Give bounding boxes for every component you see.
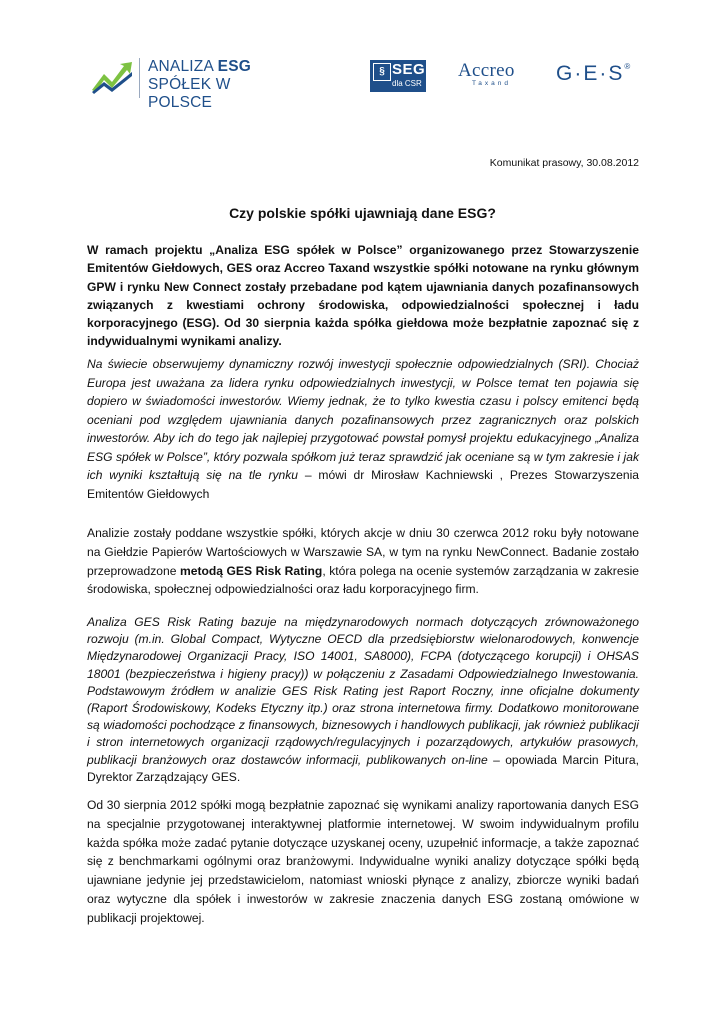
ges-logo	[556, 62, 632, 86]
method-text-before: Analizie zostały poddane wszystkie spółki, których akcje w dniu 30 czerwca 2012 roku były notowane na Giełdzie Papierów Wartościowych w Warszawie SA, w tym na rynku NewConnect. Badanie zostało przeprowadzone	[87, 526, 639, 578]
logo-line1-b: ESG	[217, 58, 251, 75]
method-text-bold: metodą GES Risk Rating	[179, 563, 323, 578]
quote-attribution: – mówi dr Mirosław Kachniewski , Prezes Stowarzyszenia Emitentów Giełdowych	[87, 468, 640, 501]
seg-mark-icon: §	[373, 63, 391, 81]
analiza-esg-logo	[90, 56, 280, 111]
header-logos	[0, 52, 725, 111]
quote-text: Na świecie obserwujemy dynamiczny rozwój inwestycji społecznie odpowiedzialnych (SRI). Chociaż Europa jest uważana za lidera rynku odpowiedzialnych inwestycji, w Polsce temat ten pojawia się dopiero w świadomości inwestorów. Wiemy jednak, że to tylko kwestia czasu i polscy emitenci będą oceniani pod względem ujawniania danych pozafinansowych przez zagranicznych oraz polskich inwestorów. Aby ich do tego jak najlepiej przygotować powstał pomysł projektu edukacyjnego „Analiza ESG spółek w Polsce”, który pozwala spółkom już teraz sprawdzić jak oceniane są w tym zakresie i jak ich wyniki kształtują się na tle rynku	[87, 357, 639, 482]
chart-arrow-icon	[90, 60, 134, 94]
logo-line2: SPÓŁEK W POLSCE	[148, 76, 231, 111]
platform-paragraph: Od 30 sierpnia 2012 spółki mogą bezpłatnie zapoznać się wynikami analizy raportowania danych ESG na specjalnie przygotowanej interaktywnej platformie internetowej. W swoim indywidualnym profilu każda spółka może zadać pytanie dotyczące uzyskanej oceny, uzupełnić informacje, a także zapoznać się z benchmarkami ogólnymi oraz branżowymi. Indywidualne wyniki analizy dotyczące spółki będą ujawniane jedynie jej przedstawicielom, natomiast wnioski płynące z analizy, zbiorcze wyniki badań oraz wytyczne dla spółek i inwestorów w zakresie znaczenia danych ESG zostaną omówione w publikacji projektowej.	[87, 798, 639, 925]
seg-logo	[370, 60, 426, 92]
ges-mark: ®	[624, 62, 633, 71]
risk-rating-attribution: – opowiada Marcin Pitura, Dyrektor Zarządzający GES.	[87, 752, 639, 784]
quote-paragraph	[87, 355, 639, 503]
page-title: Czy polskie spółki ujawniają dane ESG?	[229, 205, 496, 221]
ges-text: G·E·S	[556, 62, 625, 85]
accreo-sub: Taxand	[472, 80, 511, 87]
accreo-logo	[458, 60, 515, 87]
method-text-after: , która polega na ocenie systemów zarządzania w zakresie środowiska, społecznej odpowiedzialności oraz ładu korporacyjnego firm.	[87, 563, 640, 597]
method-paragraph	[87, 524, 639, 599]
seg-bottom-text: dla CSR	[392, 79, 422, 88]
logo-line1-a: ANALIZA	[148, 58, 218, 75]
press-release-date: Komunikat prasowy, 30.08.2012	[489, 157, 639, 169]
risk-rating-paragraph	[87, 614, 639, 786]
lead-paragraph: W ramach projektu „Analiza ESG spółek w Polsce” organizowanego przez Stowarzyszenie Emitentów Giełdowych, GES oraz Accreo Taxand wszystkie spółki notowane na rynku głównym GPW i rynku New Connect zostały przebadane pod kątem ujawniania danych pozafinansowych związanych z kwestiami ochrony środowiska, odpowiedzialności społecznej i ładu korporacyjnego (ESG). Od 30 sierpnia każda spółka giełdowa może bezpłatnie zapoznać się z indywidualnymi wynikami analizy.	[87, 243, 639, 349]
seg-top-text: SEG	[392, 61, 426, 78]
risk-rating-text: Analiza GES Risk Rating bazuje na międzynarodowych normach dotyczących zrównoważonego rozwoju (m.in. Global Compact, Wytyczne OECD dla przedsiębiorstw wielonarodowych, konwencje Międzynarodowej Organizacji Pracy, ISO 14001, SA8000), FCPA (dotyczącego korupcji) i OHSAS 18001 (bezpieczeństwa i higieny pracy)) w połączeniu z Zasadami Odpowiedzialnego Inwestowania. Podstawowym źródłem w analizie GES Risk Rating jest Raport Roczny, inne oficjalne dokumenty (Raport Środowiskowy, Kodeks Etyczny itp.) oraz strona internetowa firmy. Dodatkowo monitorowane są wiadomości pochodzące z finansowych, biznesowych i handlowych publikacji, jak również publikacji i stron internetowych organizacji rządowych/regulacyjnych i pozarządowych, artykułów prasowych, publikacji branżowych oraz dostawców informacji, publikowanych on-line	[87, 615, 639, 767]
logo-divider	[139, 58, 140, 98]
accreo-name: Accreo	[458, 60, 515, 81]
